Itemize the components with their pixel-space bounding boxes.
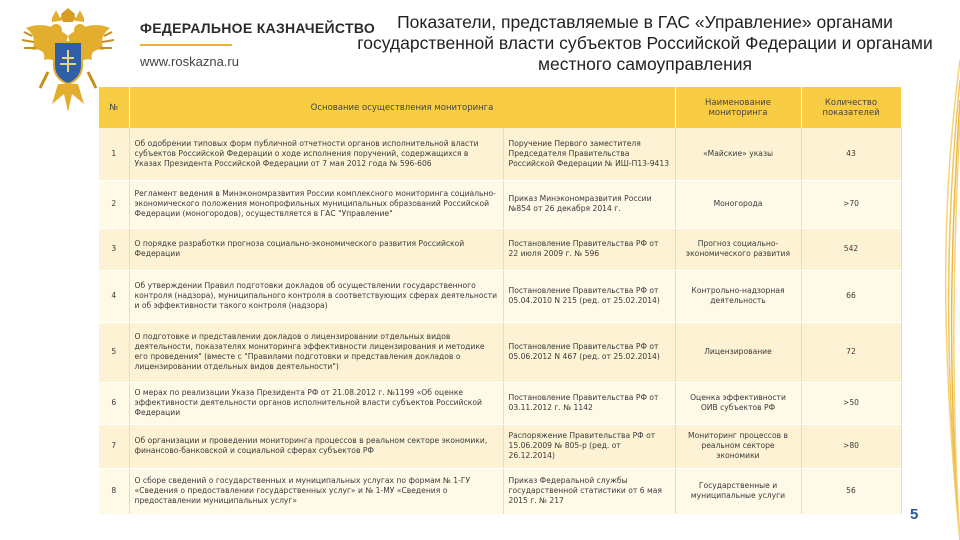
row-document: Постановление Правительства РФ от 05.06.2012 N 467 (ред. от 25.02.2014) [503, 322, 675, 382]
row-number: 1 [99, 128, 129, 180]
page-number: 5 [910, 506, 919, 523]
row-monitoring-name: Оценка эффективности ОИВ субъектов РФ [675, 382, 801, 424]
header-name: Наименование мониторинга [675, 87, 801, 128]
table-row [99, 468, 901, 514]
row-monitoring-name: Государственные и муниципальные услуги [675, 468, 801, 514]
row-document: Распоряжение Правительства РФ от 15.06.2009 № 805-р (ред. от 26.12.2014) [503, 424, 675, 468]
decorative-stripes [934, 60, 960, 540]
row-number: 8 [99, 468, 129, 514]
monitoring-table [99, 87, 902, 515]
row-indicator-count: 72 [801, 322, 901, 382]
row-monitoring-name: Контрольно-надзорная деятельность [675, 270, 801, 322]
row-document: Приказ Федеральной службы государственной статистики от 6 мая 2015 г. № 217 [503, 468, 675, 514]
header-basis: Основание осуществления мониторинга [129, 87, 675, 128]
page-title: Показатели, представляемые в ГАС «Управление» органами государственной власти субъектов Российской Федерации и органами местного самоуправления [357, 12, 933, 74]
row-basis: Об организации и проведении мониторинга процессов в реальном секторе экономики, финансово-банковской и социальной сферах субъектов РФ [129, 424, 503, 468]
row-basis: Регламент ведения в Минэкономразвития России комплексного мониторинга социально-экономического положения монопрофильных муниципальных образований Российской Федерации (моногородов), осуществляется в ГАС "Управление" [129, 180, 503, 228]
row-monitoring-name: Мониторинг процессов в реальном секторе экономики [675, 424, 801, 468]
table-row [99, 228, 901, 270]
row-number: 3 [99, 228, 129, 270]
row-indicator-count: 542 [801, 228, 901, 270]
row-indicator-count: 66 [801, 270, 901, 322]
row-monitoring-name: «Майские» указы [675, 128, 801, 180]
org-name: ФЕДЕРАЛЬНОЕ КАЗНАЧЕЙСТВО [140, 20, 376, 36]
brand-divider [140, 44, 232, 46]
table-row [99, 322, 901, 382]
table-row [99, 128, 901, 180]
row-document: Постановление Правительства РФ от 22 июля 2009 г. № 596 [503, 228, 675, 270]
row-indicator-count: >50 [801, 382, 901, 424]
row-basis: Об утверждении Правил подготовки докладов об осуществлении государственного контроля (надзора), муниципального контроля в соответствующих сферах деятельности и об эффективности такого контроля (надзора) [129, 270, 503, 322]
header-count: Количество показателей [801, 87, 901, 128]
row-basis: Об одобрении типовых форм публичной отчетности органов исполнительной власти субъектов Российской Федерации о ходе исполнения поручений, содержащихся в Указах Президента Российской Федерации от 7 мая 2012 года № 596-606 [129, 128, 503, 180]
row-number: 5 [99, 322, 129, 382]
table-header-row [99, 87, 901, 128]
row-monitoring-name: Лицензирование [675, 322, 801, 382]
row-monitoring-name: Прогноз социально-экономического развития [675, 228, 801, 270]
row-number: 6 [99, 382, 129, 424]
table-row [99, 382, 901, 424]
row-basis: О сборе сведений о государственных и муниципальных услугах по формам № 1-ГУ «Сведения о предоставлении государственных услуг» и № 1-МУ «Сведения о предоставлении муниципальных услуг» [129, 468, 503, 514]
table-row [99, 270, 901, 322]
row-basis: О порядке разработки прогноза социально-экономического развития Российской Федерации [129, 228, 503, 270]
row-number: 2 [99, 180, 129, 228]
row-basis: О мерах по реализации Указа Президента РФ от 21.08.2012 г. №1199 «Об оценке эффективности деятельности органов исполнительной власти субъектов Российской Федерации [129, 382, 503, 424]
row-indicator-count: 43 [801, 128, 901, 180]
row-document: Поручение Первого заместителя Председателя Правительства Российской Федерации № ИШ-П13-9413 [503, 128, 675, 180]
row-document: Приказ Минэкономразвития России №854 от 26 декабря 2014 г. [503, 180, 675, 228]
row-indicator-count: >80 [801, 424, 901, 468]
table-row [99, 424, 901, 468]
header-num: № [99, 87, 129, 128]
row-monitoring-name: Моногорода [675, 180, 801, 228]
row-basis: О подготовке и представлении докладов о лицензировании отдельных видов деятельности, показателях мониторинга эффективности лицензирования и методике его проведения" (вместе с "Правилами подготовки и представления докладов о лицензировании отдельных видов деятельности") [129, 322, 503, 382]
row-number: 4 [99, 270, 129, 322]
website-link[interactable]: www.roskazna.ru [140, 54, 239, 69]
table-row [99, 180, 901, 228]
row-document: Постановление Правительства РФ от 05.04.2010 N 215 (ред. от 25.02.2014) [503, 270, 675, 322]
row-indicator-count: 56 [801, 468, 901, 514]
row-document: Постановление Правительства РФ от 03.11.2012 г. № 1142 [503, 382, 675, 424]
row-number: 7 [99, 424, 129, 468]
row-indicator-count: >70 [801, 180, 901, 228]
